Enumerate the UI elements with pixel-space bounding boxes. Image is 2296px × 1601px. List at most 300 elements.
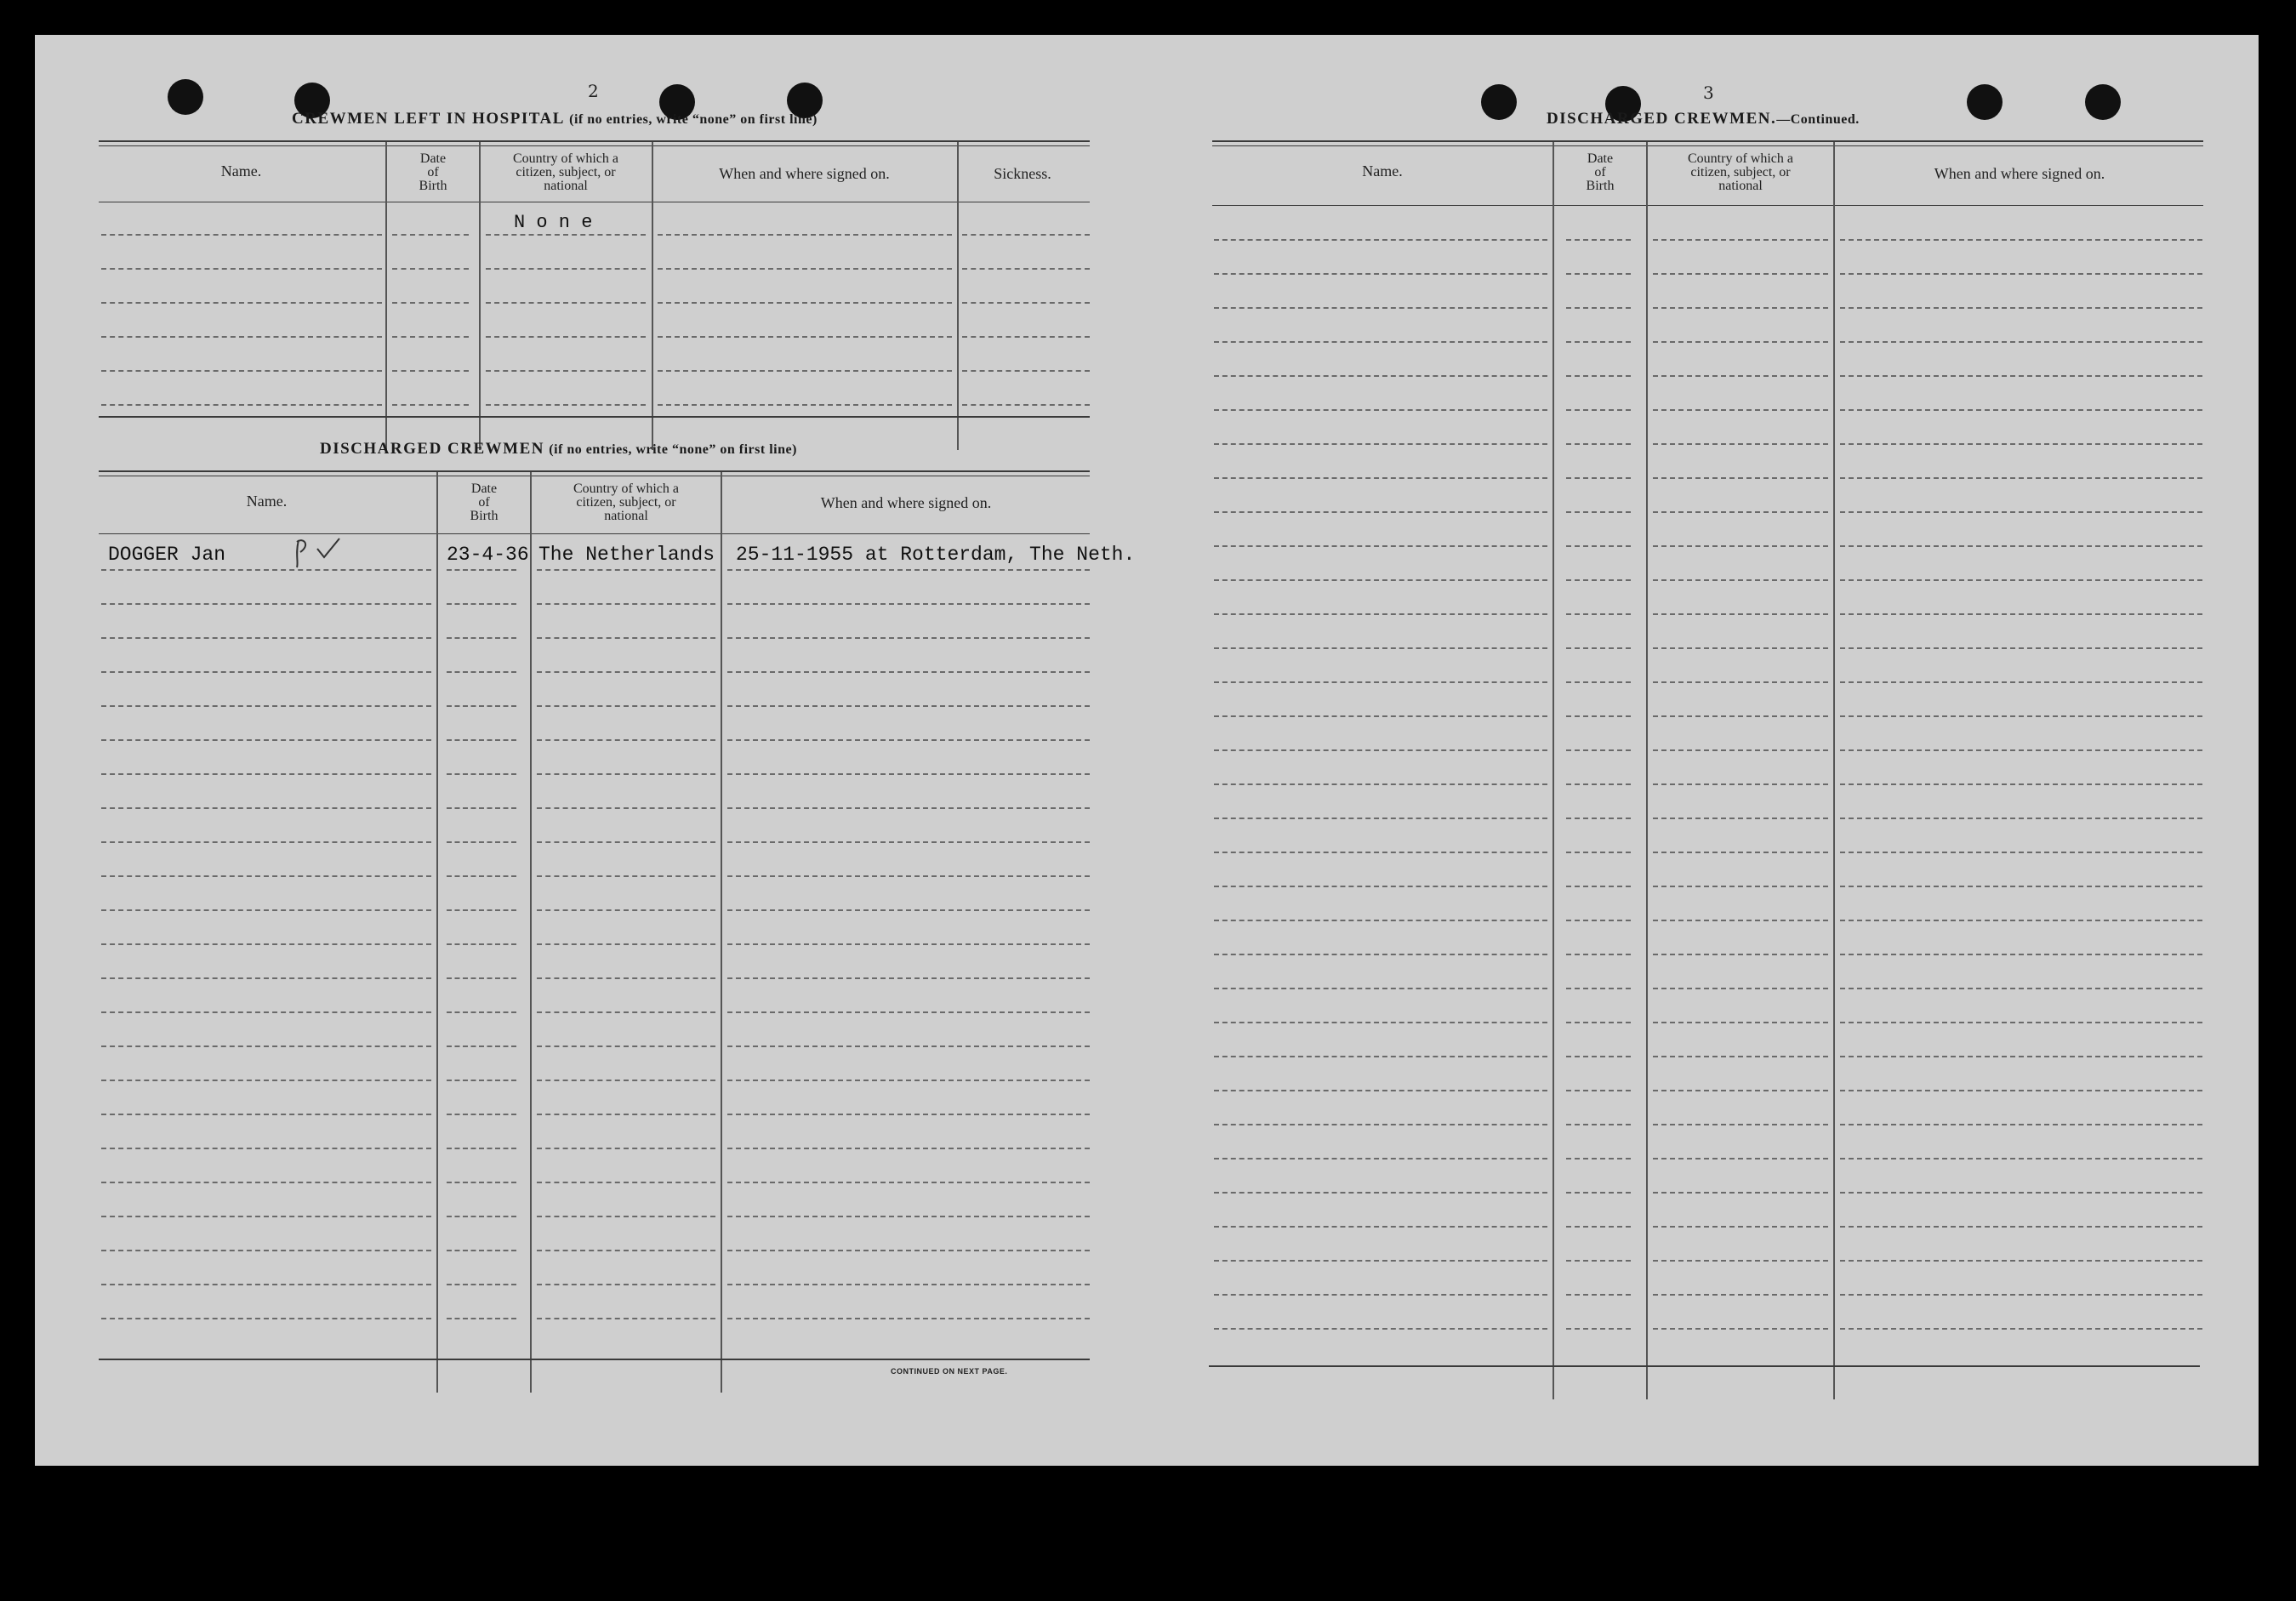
dotted-entry-line bbox=[727, 671, 1090, 673]
dotted-entry-line bbox=[962, 234, 1090, 236]
dotted-entry-line bbox=[101, 807, 431, 809]
dotted-entry-line bbox=[1653, 443, 1828, 445]
dotted-entry-line bbox=[1214, 749, 1547, 751]
right-divider bbox=[1553, 142, 1554, 1399]
dotted-entry-line bbox=[1566, 1192, 1631, 1194]
dotted-entry-line bbox=[537, 1318, 715, 1319]
dotted-entry-line bbox=[537, 773, 715, 775]
dotted-entry-line bbox=[1840, 1226, 2202, 1228]
punch-hole bbox=[2085, 84, 2121, 120]
dotted-entry-line bbox=[1840, 749, 2202, 751]
dotted-entry-line bbox=[1566, 988, 1631, 989]
hospital-none-entry: N o n e bbox=[514, 212, 593, 233]
dotted-entry-line bbox=[101, 1182, 431, 1183]
crewman-signed-on: 25-11-1955 at Rotterdam, The Neth. bbox=[736, 544, 1136, 566]
dotted-entry-line bbox=[101, 1284, 431, 1285]
dotted-entry-line bbox=[1840, 1158, 2202, 1159]
dotted-entry-line bbox=[1566, 511, 1631, 513]
hospital-divider bbox=[652, 142, 653, 450]
dotted-entry-line bbox=[1214, 1158, 1547, 1159]
dotted-entry-line bbox=[101, 977, 431, 979]
dotted-entry-line bbox=[1653, 1090, 1828, 1091]
dotted-entry-line bbox=[1840, 613, 2202, 615]
document-sheet bbox=[35, 35, 2259, 1466]
dotted-entry-line bbox=[1840, 477, 2202, 479]
dotted-entry-line bbox=[1566, 681, 1631, 683]
dotted-entry-line bbox=[1840, 375, 2202, 377]
dotted-entry-line bbox=[537, 1148, 715, 1149]
dotted-entry-line bbox=[392, 234, 469, 236]
dotted-entry-line bbox=[447, 705, 516, 707]
dotted-entry-line bbox=[447, 603, 516, 605]
dotted-entry-line bbox=[1840, 681, 2202, 683]
dotted-entry-line bbox=[101, 370, 382, 372]
dotted-entry-line bbox=[447, 671, 516, 673]
dotted-entry-line bbox=[537, 637, 715, 639]
dotted-entry-line bbox=[1214, 1022, 1547, 1023]
dotted-entry-line bbox=[447, 773, 516, 775]
hospital-divider bbox=[479, 142, 481, 450]
dotted-entry-line bbox=[392, 302, 469, 304]
dotted-entry-line bbox=[392, 370, 469, 372]
dotted-entry-line bbox=[101, 268, 382, 270]
dotted-entry-line bbox=[101, 773, 431, 775]
dotted-entry-line bbox=[1214, 511, 1547, 513]
discharged-divider bbox=[721, 472, 722, 1393]
dotted-entry-line bbox=[1840, 818, 2202, 819]
dotted-entry-line bbox=[537, 875, 715, 877]
dotted-entry-line bbox=[537, 671, 715, 673]
dotted-entry-line bbox=[1214, 239, 1547, 241]
dotted-entry-line bbox=[447, 1318, 516, 1319]
dotted-entry-line bbox=[1566, 375, 1631, 377]
handwritten-checkmark-icon bbox=[273, 530, 350, 571]
dotted-entry-line bbox=[1653, 613, 1828, 615]
dotted-entry-line bbox=[101, 705, 431, 707]
dotted-entry-line bbox=[1566, 1294, 1631, 1296]
discharged-continued-title: DISCHARGED CREWMEN.—Continued. bbox=[1547, 110, 1860, 128]
hospital-bottom-rule bbox=[99, 416, 1090, 418]
dotted-entry-line bbox=[447, 569, 516, 571]
dotted-entry-line bbox=[447, 1045, 516, 1047]
dotted-entry-line bbox=[1840, 920, 2202, 921]
dotted-entry-line bbox=[1653, 1022, 1828, 1023]
dotted-entry-line bbox=[1214, 1090, 1547, 1091]
dotted-entry-line bbox=[727, 1182, 1090, 1183]
dotted-entry-line bbox=[1653, 511, 1828, 513]
dotted-entry-line bbox=[1653, 1158, 1828, 1159]
dotted-entry-line bbox=[1214, 1328, 1547, 1330]
dotted-entry-line bbox=[447, 739, 516, 741]
dotted-entry-line bbox=[392, 336, 469, 338]
hospital-divider bbox=[957, 142, 959, 450]
dotted-entry-line bbox=[537, 1182, 715, 1183]
dotted-entry-line bbox=[1214, 1192, 1547, 1194]
dotted-entry-line bbox=[1566, 613, 1631, 615]
dotted-entry-line bbox=[1840, 1056, 2202, 1057]
discharged-col-signed-on: When and where signed on. bbox=[820, 494, 992, 511]
dotted-entry-line bbox=[1840, 647, 2202, 649]
dotted-entry-line bbox=[1653, 1260, 1828, 1262]
dotted-entry-line bbox=[1566, 818, 1631, 819]
dotted-entry-line bbox=[101, 569, 431, 571]
hospital-col-dob: Date of Birth bbox=[419, 151, 447, 193]
dotted-entry-line bbox=[537, 1045, 715, 1047]
dotted-entry-line bbox=[537, 841, 715, 843]
discharged-divider bbox=[436, 472, 438, 1393]
right-top-rule-2 bbox=[1212, 145, 2203, 146]
dotted-entry-line bbox=[1214, 409, 1547, 411]
dotted-entry-line bbox=[537, 909, 715, 911]
right-col-country: Country of which a citizen, subject, or national bbox=[1688, 151, 1793, 193]
crewman-country: The Netherlands bbox=[538, 544, 715, 566]
dotted-entry-line bbox=[447, 1011, 516, 1013]
dotted-entry-line bbox=[1653, 1294, 1828, 1296]
dotted-entry-line bbox=[1214, 1226, 1547, 1228]
discharged-bottom-rule bbox=[99, 1359, 1090, 1360]
dotted-entry-line bbox=[101, 336, 382, 338]
dotted-entry-line bbox=[537, 705, 715, 707]
dotted-entry-line bbox=[727, 1250, 1090, 1251]
dotted-entry-line bbox=[1653, 307, 1828, 309]
dotted-entry-line bbox=[1566, 273, 1631, 275]
dotted-entry-line bbox=[727, 977, 1090, 979]
dotted-entry-line bbox=[537, 569, 715, 571]
hospital-top-rule-2 bbox=[99, 145, 1090, 146]
dotted-entry-line bbox=[727, 1114, 1090, 1115]
dotted-entry-line bbox=[447, 841, 516, 843]
dotted-entry-line bbox=[1566, 545, 1631, 547]
right-col-signed-on: When and where signed on. bbox=[1934, 165, 2105, 182]
dotted-entry-line bbox=[1653, 477, 1828, 479]
dotted-entry-line bbox=[101, 404, 382, 406]
dotted-entry-line bbox=[1840, 1328, 2202, 1330]
dotted-entry-line bbox=[1840, 886, 2202, 887]
hospital-divider bbox=[385, 142, 387, 450]
dotted-entry-line bbox=[1566, 920, 1631, 921]
dotted-entry-line bbox=[1653, 920, 1828, 921]
dotted-entry-line bbox=[1566, 1328, 1631, 1330]
dotted-entry-line bbox=[1214, 579, 1547, 581]
dotted-entry-line bbox=[727, 569, 1090, 571]
dotted-entry-line bbox=[1653, 1226, 1828, 1228]
dotted-entry-line bbox=[447, 875, 516, 877]
dotted-entry-line bbox=[1653, 954, 1828, 955]
hospital-col-sickness: Sickness. bbox=[994, 165, 1051, 182]
hospital-top-rule bbox=[99, 140, 1090, 142]
dotted-entry-line bbox=[1840, 1192, 2202, 1194]
dotted-entry-line bbox=[1214, 273, 1547, 275]
dotted-entry-line bbox=[1566, 783, 1631, 785]
dotted-entry-line bbox=[727, 807, 1090, 809]
dotted-entry-line bbox=[1566, 852, 1631, 853]
dotted-entry-line bbox=[101, 875, 431, 877]
dotted-entry-line bbox=[1566, 715, 1631, 717]
dotted-entry-line bbox=[101, 1011, 431, 1013]
hospital-section-title: CREWMEN LEFT IN HOSPITAL (if no entries, write “none” on first line) bbox=[292, 110, 818, 128]
dotted-entry-line bbox=[1566, 341, 1631, 343]
dotted-entry-line bbox=[101, 603, 431, 605]
dotted-entry-line bbox=[1566, 954, 1631, 955]
discharged-col-country: Country of which a citizen, subject, or national bbox=[573, 481, 679, 523]
dotted-entry-line bbox=[1840, 409, 2202, 411]
dotted-entry-line bbox=[727, 739, 1090, 741]
dotted-entry-line bbox=[658, 234, 952, 236]
dotted-entry-line bbox=[658, 370, 952, 372]
dotted-entry-line bbox=[962, 268, 1090, 270]
dotted-entry-line bbox=[727, 705, 1090, 707]
dotted-entry-line bbox=[1840, 954, 2202, 955]
dotted-entry-line bbox=[101, 1318, 431, 1319]
dotted-entry-line bbox=[392, 268, 469, 270]
dotted-entry-line bbox=[537, 1080, 715, 1081]
dotted-entry-line bbox=[1840, 1124, 2202, 1125]
continued-note: CONTINUED ON NEXT PAGE. bbox=[891, 1367, 1008, 1376]
dotted-entry-line bbox=[1653, 341, 1828, 343]
dotted-entry-line bbox=[1566, 886, 1631, 887]
dotted-entry-line bbox=[1653, 647, 1828, 649]
dotted-entry-line bbox=[658, 268, 952, 270]
dotted-entry-line bbox=[1653, 545, 1828, 547]
crewman-dob: 23-4-36 bbox=[447, 544, 529, 566]
right-bottom-rule bbox=[1209, 1365, 2200, 1367]
discharged-divider bbox=[530, 472, 532, 1393]
dotted-entry-line bbox=[537, 1250, 715, 1251]
dotted-entry-line bbox=[1653, 409, 1828, 411]
dotted-entry-line bbox=[447, 637, 516, 639]
dotted-entry-line bbox=[1214, 1294, 1547, 1296]
dotted-entry-line bbox=[1214, 920, 1547, 921]
dotted-entry-line bbox=[101, 234, 382, 236]
dotted-entry-line bbox=[101, 1080, 431, 1081]
dotted-entry-line bbox=[1653, 681, 1828, 683]
dotted-entry-line bbox=[1214, 443, 1547, 445]
dotted-entry-line bbox=[447, 977, 516, 979]
dotted-entry-line bbox=[1840, 1022, 2202, 1023]
discharged-section-title: DISCHARGED CREWMEN (if no entries, write “none” on first line) bbox=[320, 440, 797, 458]
dotted-entry-line bbox=[962, 302, 1090, 304]
dotted-entry-line bbox=[727, 943, 1090, 945]
dotted-entry-line bbox=[1566, 477, 1631, 479]
dotted-entry-line bbox=[447, 1284, 516, 1285]
dotted-entry-line bbox=[1840, 1294, 2202, 1296]
dotted-entry-line bbox=[1214, 341, 1547, 343]
page-number: 2 bbox=[588, 81, 599, 101]
dotted-entry-line bbox=[658, 404, 952, 406]
dotted-entry-line bbox=[537, 603, 715, 605]
dotted-entry-line bbox=[537, 943, 715, 945]
dotted-entry-line bbox=[537, 739, 715, 741]
dotted-entry-line bbox=[1653, 1328, 1828, 1330]
dotted-entry-line bbox=[658, 302, 952, 304]
dotted-entry-line bbox=[537, 977, 715, 979]
dotted-entry-line bbox=[1653, 579, 1828, 581]
punch-hole bbox=[1967, 84, 2003, 120]
dotted-entry-line bbox=[962, 336, 1090, 338]
dotted-entry-line bbox=[101, 909, 431, 911]
dotted-entry-line bbox=[1840, 545, 2202, 547]
dotted-entry-line bbox=[447, 1216, 516, 1217]
dotted-entry-line bbox=[486, 234, 646, 236]
dotted-entry-line bbox=[101, 671, 431, 673]
dotted-entry-line bbox=[1840, 443, 2202, 445]
dotted-entry-line bbox=[486, 370, 646, 372]
punch-hole bbox=[1481, 84, 1517, 120]
dotted-entry-line bbox=[727, 1318, 1090, 1319]
dotted-entry-line bbox=[1653, 783, 1828, 785]
dotted-entry-line bbox=[1653, 852, 1828, 853]
dotted-entry-line bbox=[447, 1148, 516, 1149]
dotted-entry-line bbox=[1840, 307, 2202, 309]
dotted-entry-line bbox=[658, 336, 952, 338]
dotted-entry-line bbox=[1214, 545, 1547, 547]
dotted-entry-line bbox=[447, 1182, 516, 1183]
dotted-entry-line bbox=[101, 1148, 431, 1149]
hospital-col-signed-on: When and where signed on. bbox=[719, 165, 890, 182]
punch-hole bbox=[168, 79, 203, 115]
dotted-entry-line bbox=[1214, 818, 1547, 819]
dotted-entry-line bbox=[1566, 579, 1631, 581]
dotted-entry-line bbox=[727, 875, 1090, 877]
right-col-name: Name. bbox=[1362, 162, 1403, 179]
dotted-entry-line bbox=[1214, 1124, 1547, 1125]
dotted-entry-line bbox=[101, 739, 431, 741]
dotted-entry-line bbox=[447, 1250, 516, 1251]
dotted-entry-line bbox=[1214, 375, 1547, 377]
dotted-entry-line bbox=[101, 841, 431, 843]
dotted-entry-line bbox=[1214, 852, 1547, 853]
dotted-entry-line bbox=[1653, 715, 1828, 717]
dotted-entry-line bbox=[1653, 273, 1828, 275]
dotted-entry-line bbox=[392, 404, 469, 406]
dotted-entry-line bbox=[1214, 715, 1547, 717]
dotted-entry-line bbox=[486, 302, 646, 304]
right-header-rule bbox=[1212, 205, 2203, 206]
dotted-entry-line bbox=[447, 1080, 516, 1081]
dotted-entry-line bbox=[1214, 1056, 1547, 1057]
dotted-entry-line bbox=[727, 1045, 1090, 1047]
dotted-entry-line bbox=[1840, 988, 2202, 989]
dotted-entry-line bbox=[1566, 1158, 1631, 1159]
right-divider bbox=[1646, 142, 1648, 1399]
dotted-entry-line bbox=[101, 1250, 431, 1251]
dotted-entry-line bbox=[1840, 239, 2202, 241]
dotted-entry-line bbox=[1840, 273, 2202, 275]
dotted-entry-line bbox=[537, 807, 715, 809]
dotted-entry-line bbox=[727, 637, 1090, 639]
dotted-entry-line bbox=[101, 1216, 431, 1217]
dotted-entry-line bbox=[447, 943, 516, 945]
dotted-entry-line bbox=[727, 603, 1090, 605]
dotted-entry-line bbox=[1566, 1124, 1631, 1125]
dotted-entry-line bbox=[1840, 1090, 2202, 1091]
dotted-entry-line bbox=[1566, 1022, 1631, 1023]
dotted-entry-line bbox=[727, 1284, 1090, 1285]
dotted-entry-line bbox=[486, 404, 646, 406]
dotted-entry-line bbox=[101, 1114, 431, 1115]
dotted-entry-line bbox=[1840, 852, 2202, 853]
dotted-entry-line bbox=[1840, 579, 2202, 581]
discharged-col-dob: Date of Birth bbox=[470, 481, 499, 523]
dotted-entry-line bbox=[1566, 239, 1631, 241]
dotted-entry-line bbox=[1653, 818, 1828, 819]
dotted-entry-line bbox=[727, 1080, 1090, 1081]
dotted-entry-line bbox=[537, 1011, 715, 1013]
dotted-entry-line bbox=[1566, 307, 1631, 309]
dotted-entry-line bbox=[1653, 988, 1828, 989]
dotted-entry-line bbox=[1214, 1260, 1547, 1262]
dotted-entry-line bbox=[1653, 239, 1828, 241]
dotted-entry-line bbox=[1653, 1056, 1828, 1057]
dotted-entry-line bbox=[1214, 681, 1547, 683]
dotted-entry-line bbox=[962, 404, 1090, 406]
dotted-entry-line bbox=[1214, 307, 1547, 309]
dotted-entry-line bbox=[1840, 341, 2202, 343]
dotted-entry-line bbox=[101, 637, 431, 639]
dotted-entry-line bbox=[1214, 613, 1547, 615]
dotted-entry-line bbox=[1653, 1124, 1828, 1125]
dotted-entry-line bbox=[1653, 375, 1828, 377]
dotted-entry-line bbox=[447, 909, 516, 911]
dotted-entry-line bbox=[727, 909, 1090, 911]
dotted-entry-line bbox=[1653, 1192, 1828, 1194]
dotted-entry-line bbox=[537, 1114, 715, 1115]
dotted-entry-line bbox=[1566, 1090, 1631, 1091]
dotted-entry-line bbox=[727, 773, 1090, 775]
dotted-entry-line bbox=[1840, 511, 2202, 513]
discharged-top-rule bbox=[99, 470, 1090, 472]
dotted-entry-line bbox=[447, 807, 516, 809]
dotted-entry-line bbox=[727, 1216, 1090, 1217]
dotted-entry-line bbox=[962, 370, 1090, 372]
dotted-entry-line bbox=[101, 302, 382, 304]
page-number: 3 bbox=[1703, 83, 1714, 103]
dotted-entry-line bbox=[1214, 477, 1547, 479]
dotted-entry-line bbox=[1566, 749, 1631, 751]
dotted-entry-line bbox=[1653, 749, 1828, 751]
dotted-entry-line bbox=[1214, 783, 1547, 785]
dotted-entry-line bbox=[537, 1284, 715, 1285]
dotted-entry-line bbox=[727, 841, 1090, 843]
dotted-entry-line bbox=[1566, 647, 1631, 649]
dotted-entry-line bbox=[727, 1148, 1090, 1149]
right-col-dob: Date of Birth bbox=[1586, 151, 1615, 193]
dotted-entry-line bbox=[727, 1011, 1090, 1013]
right-top-rule bbox=[1212, 140, 2203, 142]
dotted-entry-line bbox=[1840, 783, 2202, 785]
discharged-col-name: Name. bbox=[246, 493, 288, 510]
hospital-col-country: Country of which a citizen, subject, or national bbox=[513, 151, 618, 193]
dotted-entry-line bbox=[1214, 886, 1547, 887]
dotted-entry-line bbox=[101, 1045, 431, 1047]
dotted-entry-line bbox=[1214, 954, 1547, 955]
dotted-entry-line bbox=[1566, 409, 1631, 411]
hospital-col-name: Name. bbox=[220, 162, 262, 179]
dotted-entry-line bbox=[1214, 647, 1547, 649]
dotted-entry-line bbox=[1653, 886, 1828, 887]
dotted-entry-line bbox=[101, 943, 431, 945]
dotted-entry-line bbox=[1214, 988, 1547, 989]
dotted-entry-line bbox=[1566, 1056, 1631, 1057]
discharged-header-rule bbox=[99, 533, 1090, 534]
crewman-name: DOGGER Jan bbox=[108, 544, 226, 566]
dotted-entry-line bbox=[537, 1216, 715, 1217]
dotted-entry-line bbox=[1566, 1226, 1631, 1228]
dotted-entry-line bbox=[486, 268, 646, 270]
dotted-entry-line bbox=[1566, 443, 1631, 445]
dotted-entry-line bbox=[1566, 1260, 1631, 1262]
dotted-entry-line bbox=[1840, 1260, 2202, 1262]
